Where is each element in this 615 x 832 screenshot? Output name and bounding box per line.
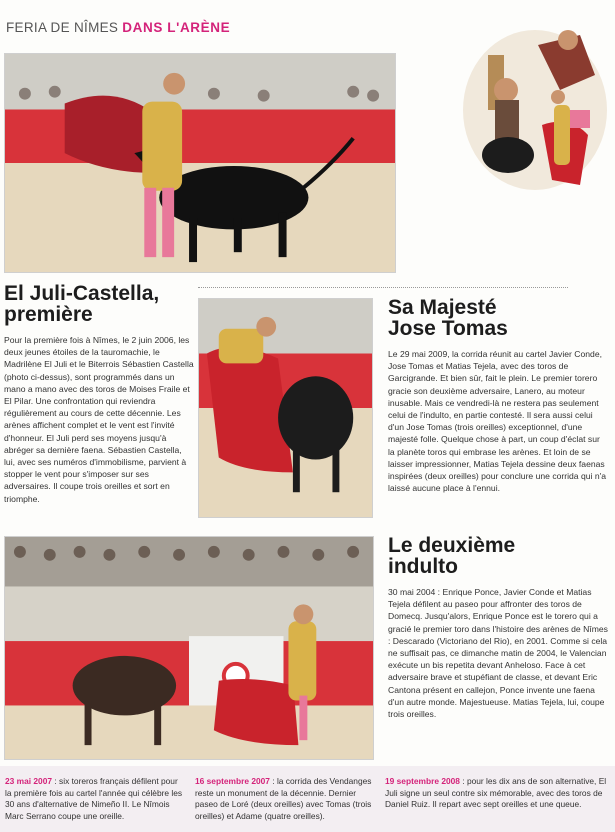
article1-title <box>4 283 159 326</box>
footer-date: 19 septembre 2008 <box>385 776 460 786</box>
footer-text: : six toreros français défilent pour la première fois au cartel l'année qui célèbre les 30 ans d'alternative de Nimeño II. Le Nîmois Marc Serrano coupe une oreille. <box>5 776 183 821</box>
footer-item <box>385 776 610 811</box>
article2-title-line2: Jose Tomas <box>388 317 508 341</box>
footer-text: : pour les dix ans de son alternative, El Juli signe un seul contre six mémorable, avec des toros de Daniel Ruiz. Il repart avec sept oreilles et une queue. <box>385 776 607 809</box>
article1-title-line2: première <box>4 303 93 327</box>
article1-body: Pour la première fois à Nîmes, le 2 juin 2006, les deux jeunes étoiles de la tauromachie, le Madrilène El Juli et le Biterrois Sébastien Castella (photo ci-dessus), sont programmés dans un mano a mano avec des toros de Moises Fraile et El Pilar. Une confrontation qui reviendra régulièrement au cours de cette décennie. Les arènes affichent complet et le vent est l'invité d'honneur. El Juli perd ses moyens jusqu'à abréger sa dernière faena. Sébastien Castella, lui, avec ses numéros d'immobilisme, parvient à stopper le vent pour s'imposer sur ses adversaires. Il coupe trois oreilles et sort en triomphe. <box>4 335 194 504</box>
article1-title-line1: El Juli-Castella, <box>4 282 160 305</box>
footer-text: : la corrida des Vendanges reste un monument de la décennie. Dernier paseo de Loré (deux oreilles) avec Tomas (trois oreilles) et Adame (quatre oreilles). <box>195 776 372 821</box>
header-accent: DANS L'ARÈNE <box>122 20 231 35</box>
photo-ponce <box>4 536 374 760</box>
section-header <box>6 20 230 35</box>
footer-date: 23 mai 2007 <box>5 776 53 786</box>
photo-jose-tomas <box>198 298 373 518</box>
footer-item <box>195 776 373 822</box>
article3-body: 30 mai 2004 : Enrique Ponce, Javier Conde et Matias Tejela défilent au paseo pour affronter des toros de Domecq. Jusqu'alors, Enrique Ponce est le torero qui a gracié le premier toro dans l'histoire des arènes de Nîmes : Descarado (Victoriano del Rio), en 2001. Comme si cela ne suffisait pas, ce dimanche matin de 2004, le Valencian exécute un bis repetita devant Anheloso. Face à cet adversaire brave et stupéfiant de classe, et devant Eric Cantona présent en callejon, Ponce invente une faena d'un autre monde. Majestueuse. Matias Tejela, lui, coupe trois oreilles. <box>388 587 608 720</box>
article3-title <box>388 535 515 578</box>
footer-date: 16 septembre 2007 <box>195 776 270 786</box>
footer-timeline <box>0 766 615 832</box>
illustration-feria <box>460 15 610 195</box>
article3-title-line2: indulto <box>388 555 458 579</box>
photo-el-juli <box>4 53 396 273</box>
article2-body: Le 29 mai 2009, la corrida réunit au cartel Javier Conde, Jose Tomas et Matias Tejela, avec des toros de Garcigrande. Et bien sûr, fait le plein. Le premier torero gracie son deuxième adversaire, Lanero, au moteur inusable. Mais ce vendredi-là ne restera pas seulement celui de l'indulto, en partie contesté. Il sera aussi celui d'un Jose Tomas (trois oreilles) exceptionnel, d'une majesté folle. Quelque chose à part, un coup d'éclat sur la planète toros qui embrase les arènes. Et loin de se laisser impressionner, Matias Tejela dessine deux faenas inspirées (deux oreilles) pour conclure une corrida qui n'a laissé aucune place à l'ennui. <box>388 349 607 494</box>
article2-title <box>388 297 508 340</box>
article3-title-line1: Le deuxième <box>388 534 516 557</box>
divider <box>198 287 568 288</box>
header-section: FERIA DE NÎMES <box>6 20 119 35</box>
article2-title-line1: Sa Majesté <box>388 296 497 319</box>
footer-item <box>5 776 185 822</box>
